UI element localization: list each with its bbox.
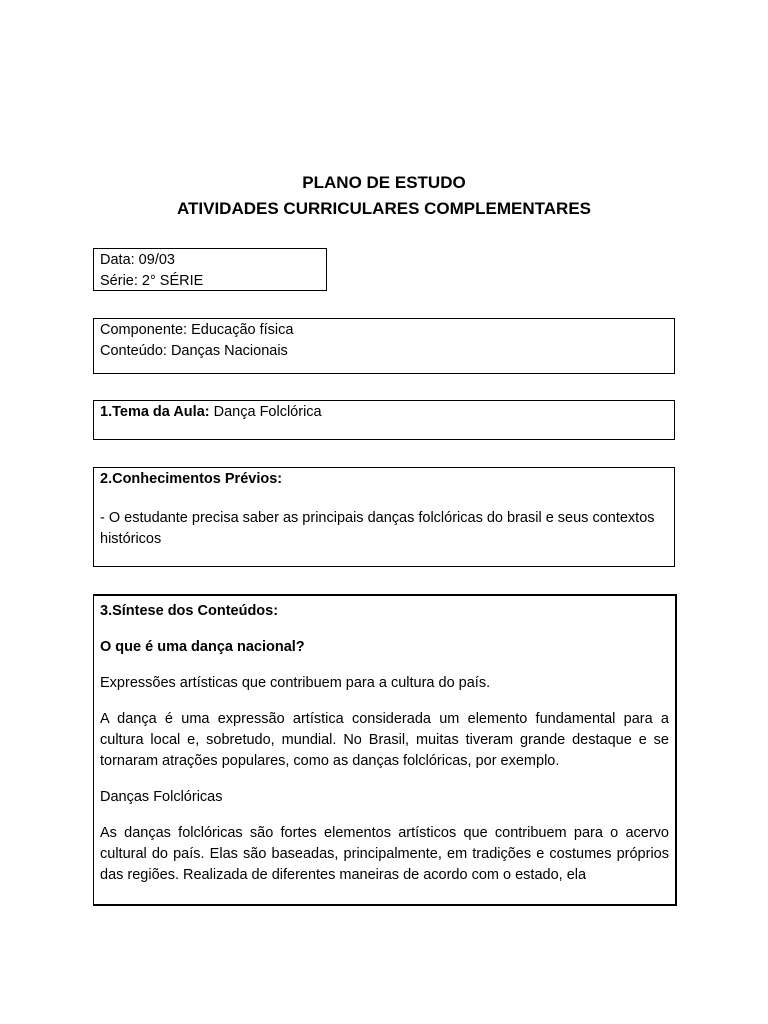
lesson-theme-value: Dança Folclórica [209,404,322,420]
content-synthesis-box [93,594,677,906]
component-text: Componente: Educação física [100,322,294,338]
prior-knowledge-text: - O estudante precisa saber as principais danças folclóricas do brasil e seus contextos históricos [100,510,655,547]
synthesis-paragraph-2: As danças folclóricas são fortes elementos artísticos que contribuem para o acervo cultural do país. Elas são baseadas, principalmente, em tradições e costumes próprios das regiões. Realizada de diferentes maneiras de acordo com o estado, ela [100,825,669,883]
spacer [100,622,669,637]
date-series-box [93,248,327,291]
spacer [100,694,669,709]
component-content-box [93,318,675,374]
synthesis-answer: Expressões artísticas que contribuem para a cultura do país. [100,675,491,691]
lesson-theme-heading: 1.Tema da Aula: [100,404,210,420]
prior-knowledge-heading: 2.Conhecimentos Prévios: [100,471,283,487]
spacer [100,658,669,673]
series-text: Série: 2° SÉRIE [100,273,204,289]
date-text: Data: 09/03 [100,252,175,268]
lesson-theme-box [93,400,675,440]
document-title: PLANO DE ESTUDO [302,173,466,192]
lesson-theme-line [100,402,668,423]
content-text: Conteúdo: Danças Nacionais [100,343,288,359]
synthesis-paragraph-1: A dança é uma expressão artística considerada um elemento fundamental para a cultura local e, sobretudo, mundial. No Brasil, muitas tiveram grande destaque e se tornaram atrações populares, como as danças folclóricas, por exemplo. [100,711,669,769]
synthesis-subheading: Danças Folclóricas [100,789,223,805]
synthesis-heading: 3.Síntese dos Conteúdos: [100,603,279,619]
spacer [100,772,669,787]
synthesis-question: O que é uma dança nacional? [100,639,305,655]
spacer [100,490,668,508]
document-subtitle: ATIVIDADES CURRICULARES COMPLEMENTARES [177,199,591,218]
spacer [100,808,669,823]
prior-knowledge-box [93,467,675,567]
